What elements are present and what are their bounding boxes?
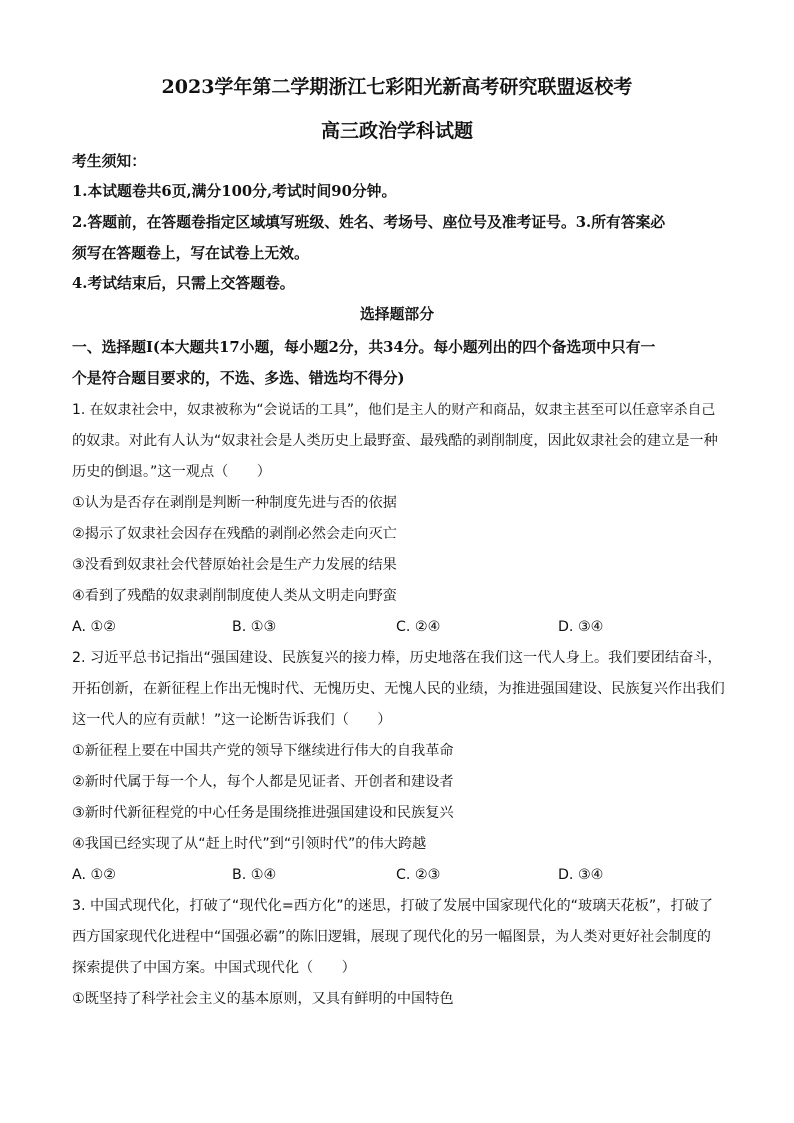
option-d: D. ③④ xyxy=(558,619,604,635)
question-stem: 开拓创新，在新征程上作出无愧时代、无愧历史、无愧人民的业绩，为推进强国建设、民族复兴作出我们 xyxy=(72,681,725,697)
option-a: A. ①② xyxy=(72,619,116,635)
question-statement: ②新时代属于每一个人，每个人都是见证者、开创者和建设者 xyxy=(72,774,454,790)
question-stem: 这一代人的应有贡献！”这一论断告诉我们（ ） xyxy=(72,712,392,728)
question-statement: ③新时代新征程党的中心任务是围绕推进强国建设和民族复兴 xyxy=(72,805,454,821)
exam-title: 2023学年第二学期浙江七彩阳光新高考研究联盟返校考 xyxy=(161,76,633,98)
section-title: 选择题部分 xyxy=(360,306,434,323)
section-instruction: 个是符合题目要求的，不选、多选、错选均不得分) xyxy=(72,370,405,387)
question-statement: ①既坚持了科学社会主义的基本原则，又具有鲜明的中国特色 xyxy=(72,991,454,1007)
question-stem: 3. 中国式现代化，打破了“现代化=西方化”的迷思，打破了发展中国家现代化的“玻璃天花板”，打破了 xyxy=(72,898,714,914)
question-statement: ④看到了残酷的奴隶剥削制度使人类从文明走向野蛮 xyxy=(72,588,397,604)
notice-item: 须写在答题卷上，写在试卷上无效。 xyxy=(72,245,309,262)
option-b: B. ①③ xyxy=(232,619,277,635)
question-statement: ③没看到奴隶社会代替原始社会是生产力发展的结果 xyxy=(72,557,397,573)
option-b: B. ①④ xyxy=(232,867,277,883)
question-stem: 西方国家现代化进程中“国强必霸”的陈旧逻辑，展现了现代化的另一幅图景，为人类对更好社会制度的 xyxy=(72,929,711,945)
question-statement: ②揭示了奴隶社会因存在残酷的剥削必然会走向灭亡 xyxy=(72,526,397,542)
question-stem: 探索提供了中国方案。中国式现代化（ ） xyxy=(72,960,356,976)
question-stem: 历史的倒退。”这一观点（ ） xyxy=(72,464,271,480)
option-c: C. ②④ xyxy=(396,619,441,635)
option-a: A. ①② xyxy=(72,867,116,883)
question-statement: ①认为是否存在剥削是判断一种制度先进与否的依据 xyxy=(72,495,397,511)
notice-item: 1.本试题卷共6页,满分100分,考试时间90分钟。 xyxy=(72,183,397,200)
question-statement: ④我国已经实现了从“赶上时代”到“引领时代”的伟大跨越 xyxy=(72,836,427,852)
notice-item: 4.考试结束后，只需上交答题卷。 xyxy=(72,275,295,292)
notice-item: 2.答题前，在答题卷指定区域填写班级、姓名、考场号、座位号及准考证号。3.所有答案必 xyxy=(72,214,666,231)
option-d: D. ③④ xyxy=(558,867,604,883)
question-stem: 1. 在奴隶社会中，奴隶被称为“会说话的工具”，他们是主人的财产和商品，奴隶主甚至可以任意宰杀自己 xyxy=(72,402,716,418)
exam-subtitle: 高三政治学科试题 xyxy=(320,120,473,142)
notice-heading: 考生须知： xyxy=(72,153,146,170)
answer-options xyxy=(72,866,724,884)
option-c: C. ②③ xyxy=(396,867,441,883)
answer-options xyxy=(72,618,724,636)
question-stem: 的奴隶。对此有人认为“奴隶社会是人类历史上最野蛮、最残酷的剥削制度，因此奴隶社会的建立是一种 xyxy=(72,433,718,449)
section-instruction: 一、选择题Ⅰ(本大题共17小题，每小题2分，共34分。每小题列出的四个备选项中只有一 xyxy=(72,339,656,356)
question-statement: ①新征程上要在中国共产党的领导下继续进行伟大的自我革命 xyxy=(72,743,454,759)
question-stem: 2. 习近平总书记指出“强国建设、民族复兴的接力棒，历史地落在我们这一代人身上。我们要团结奋斗， xyxy=(72,650,722,666)
